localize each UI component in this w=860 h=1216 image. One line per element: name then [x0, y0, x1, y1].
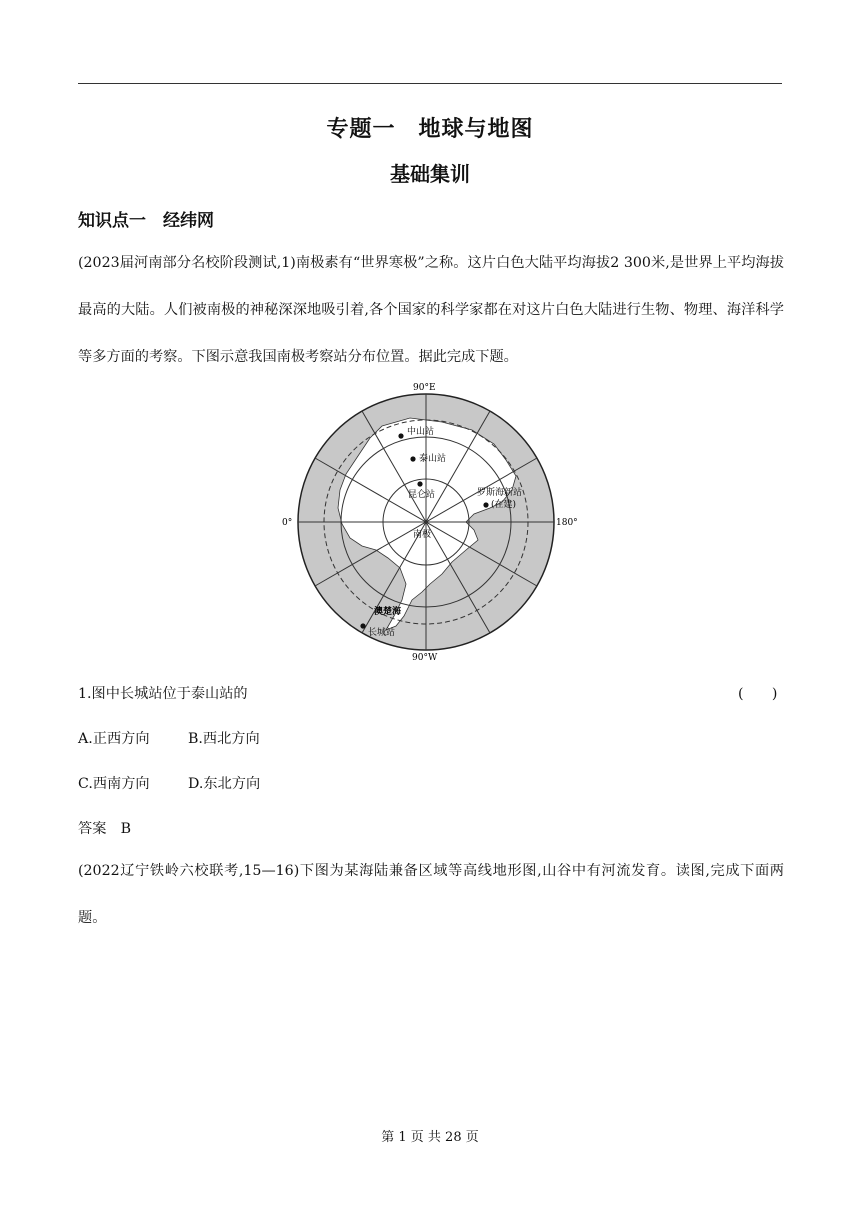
lon-label-90w: 90°W: [412, 653, 438, 663]
south-pole-label: 南极: [413, 530, 432, 540]
antarctica-station-map: [280, 378, 580, 663]
answer-bracket: ( ): [738, 686, 778, 702]
antarctica-map-svg: [280, 378, 580, 663]
top-rule: [78, 83, 782, 84]
passage-intro: (2023届河南部分名校阶段测试,1)南极素有“世界寒极”之称。这片白色大陆平均海拔2 300米,是世界上平均海拔最高的大陆。人们被南极的神秘深深地吸引着,各个国家的科学家都在对这片白色大陆进行生物、物理、海洋科学等多方面的考察。下图示意我国南极考察站分布位置。据此完成下题。: [78, 255, 784, 365]
option-a: A.正西方向: [78, 731, 150, 747]
option-b: B.西北方向: [188, 731, 260, 747]
station-label-ross-sea: 罗斯海新站: [477, 488, 523, 498]
region-label: 澳楚海: [374, 607, 402, 617]
lon-label-180: 180°: [556, 518, 578, 528]
station-dot-changcheng: [360, 623, 365, 628]
station-dot-zhongshan: [398, 433, 403, 438]
lon-label-90e: 90°E: [413, 383, 436, 393]
lon-label-0: 0°: [282, 518, 293, 528]
station-label-changcheng: 长城站: [368, 628, 396, 638]
station-dot-ross-sea: [483, 502, 488, 507]
question-1-stem: 1.图中长城站位于泰山站的: [78, 686, 248, 702]
station-label-kunlun: 昆仑站: [408, 490, 436, 500]
station-dot-kunlun: [417, 481, 422, 486]
page-subtitle: 基础集训: [390, 162, 470, 186]
station-label-zhongshan: 中山站: [407, 427, 435, 437]
option-d: D.东北方向: [188, 776, 261, 792]
page-footer: 第 1 页 共 28 页: [381, 1130, 479, 1145]
station-label-taishan: 泰山站: [419, 454, 447, 464]
passage-second: (2022辽宁铁岭六校联考,15—16)下图为某海陆兼备区域等高线地形图,山谷中有河流发育。读图,完成下面两题。: [78, 863, 784, 926]
station-label-under-construction: (在建): [491, 500, 517, 510]
option-c: C.西南方向: [78, 776, 150, 792]
page-title: 专题一 地球与地图: [326, 117, 534, 142]
station-dot-taishan: [410, 456, 415, 461]
answer-text: 答案 B: [78, 821, 131, 837]
section-heading: 知识点一 经纬网: [78, 211, 214, 231]
